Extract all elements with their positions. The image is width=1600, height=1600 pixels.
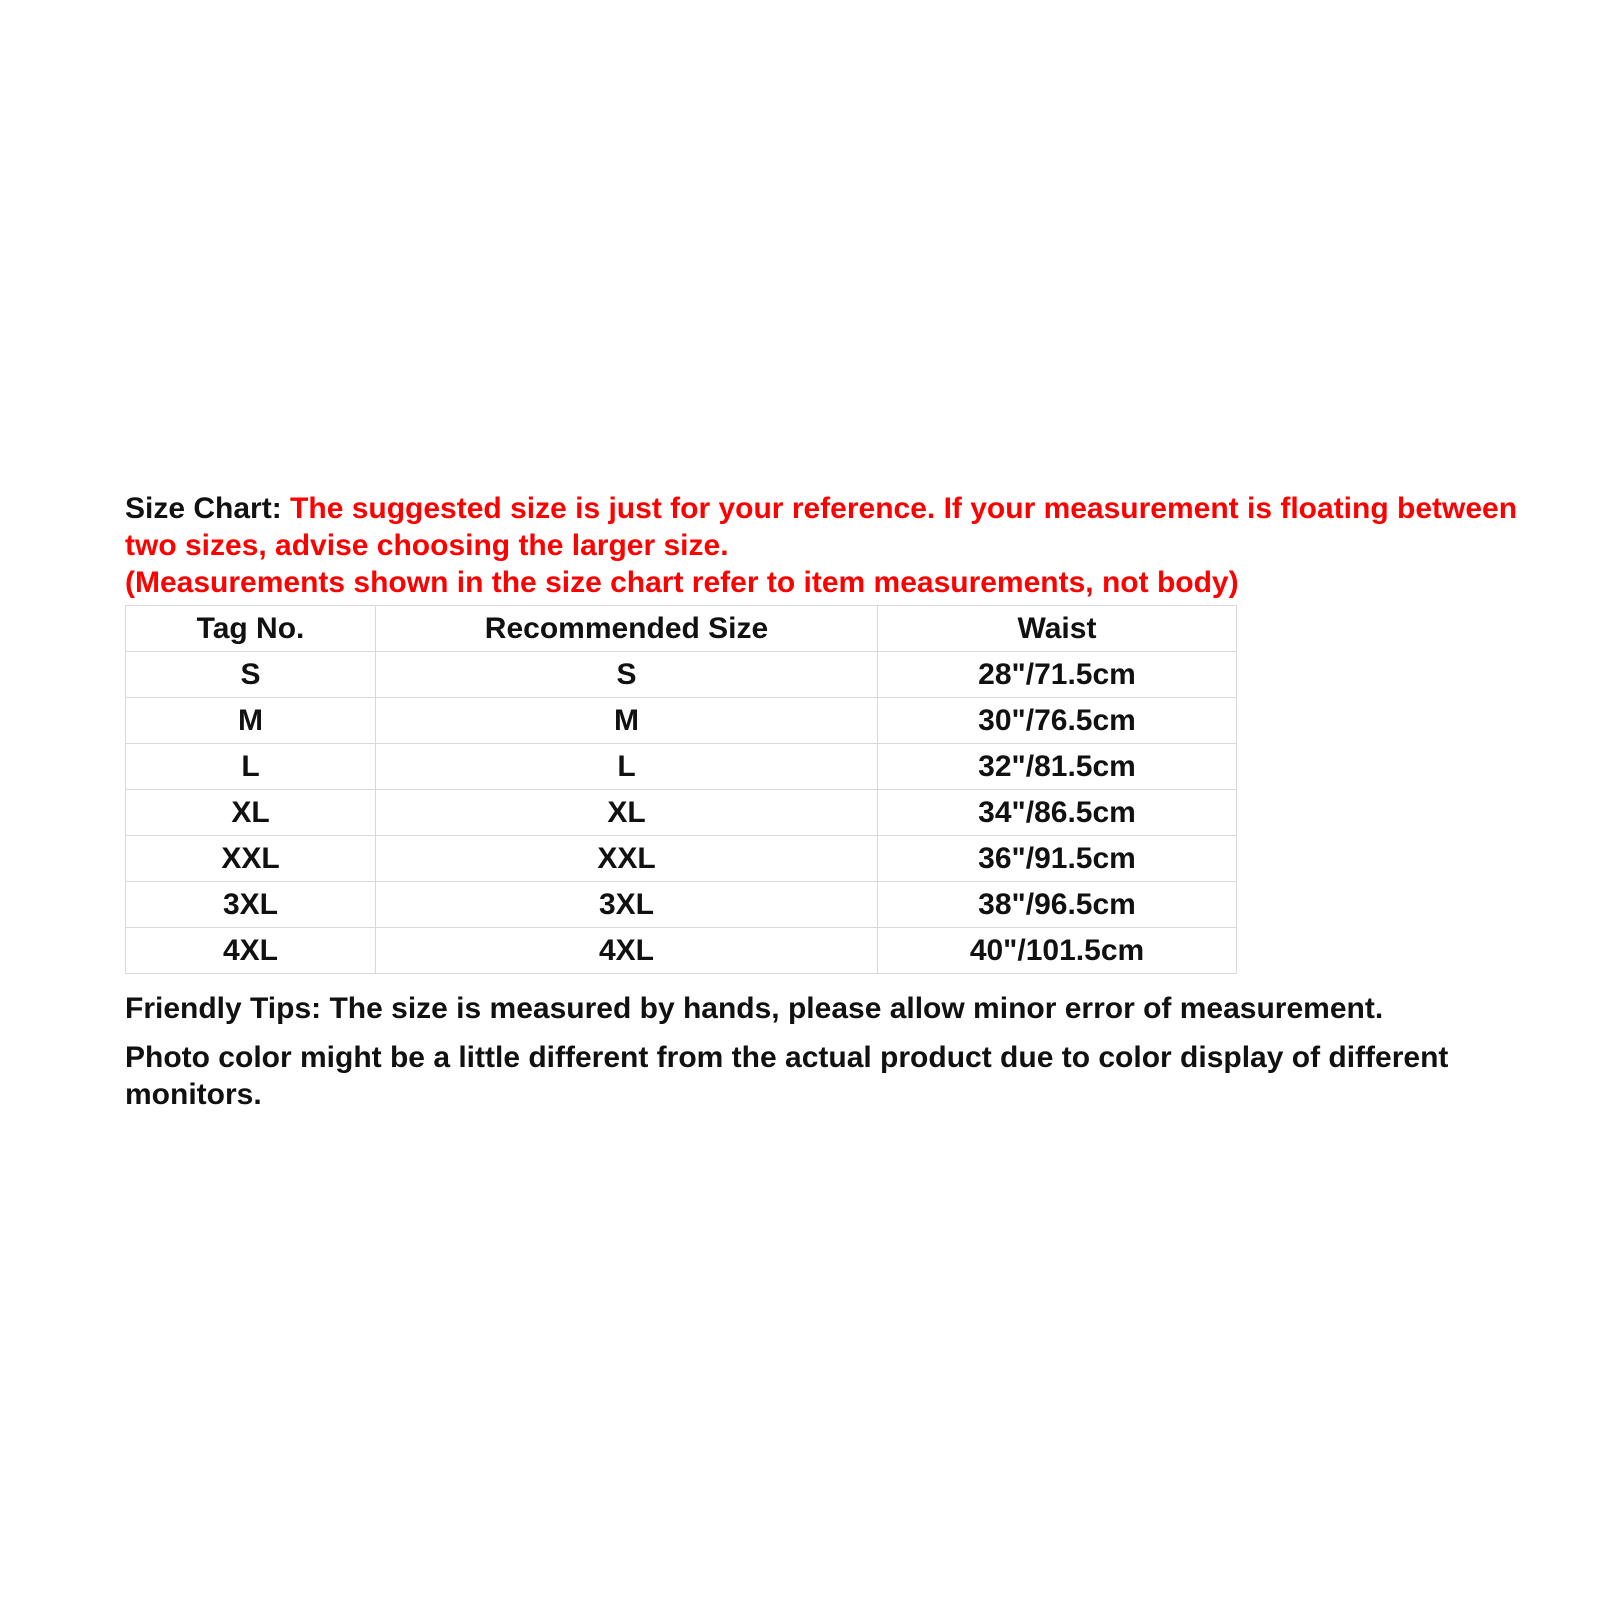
table-row	[126, 882, 1237, 928]
cell-waist: 34"/86.5cm	[878, 790, 1237, 836]
cell-recommended-size: XL	[376, 790, 878, 836]
friendly-tips	[125, 990, 1525, 1113]
tip-measurement: Friendly Tips: The size is measured by hands, please allow minor error of measurement.	[125, 992, 1384, 1025]
cell-recommended-size: S	[376, 652, 878, 698]
cell-waist: 40"/101.5cm	[878, 928, 1237, 974]
size-chart-reference-text: The suggested size is just for your reference. If your measurement is floating between two sizes, advise choosing the larger size.	[125, 492, 1518, 562]
table-row	[126, 652, 1237, 698]
size-chart-label: Size Chart:	[125, 492, 282, 525]
tip-photo-color: Photo color might be a little different from the actual product due to color display of different monitors.	[125, 1041, 1449, 1111]
cell-waist: 32"/81.5cm	[878, 744, 1237, 790]
table-row	[126, 836, 1237, 882]
cell-recommended-size: 4XL	[376, 928, 878, 974]
size-chart-section	[125, 490, 1525, 1125]
cell-recommended-size: XXL	[376, 836, 878, 882]
header-tag-no: Tag No.	[126, 606, 376, 652]
table-row	[126, 744, 1237, 790]
cell-tag-no: 4XL	[126, 928, 376, 974]
table-header-row	[126, 606, 1237, 652]
cell-waist: 28"/71.5cm	[878, 652, 1237, 698]
cell-tag-no: S	[126, 652, 376, 698]
cell-tag-no: M	[126, 698, 376, 744]
table-row	[126, 928, 1237, 974]
cell-waist: 30"/76.5cm	[878, 698, 1237, 744]
size-table	[125, 605, 1237, 974]
table-row	[126, 698, 1237, 744]
header-recommended-size: Recommended Size	[376, 606, 878, 652]
header-waist: Waist	[878, 606, 1237, 652]
size-chart-intro	[125, 490, 1525, 564]
measurement-note: (Measurements shown in the size chart refer to item measurements, not body)	[125, 566, 1239, 599]
cell-recommended-size: M	[376, 698, 878, 744]
table-row	[126, 790, 1237, 836]
cell-waist: 36"/91.5cm	[878, 836, 1237, 882]
cell-tag-no: L	[126, 744, 376, 790]
cell-recommended-size: 3XL	[376, 882, 878, 928]
cell-waist: 38"/96.5cm	[878, 882, 1237, 928]
cell-recommended-size: L	[376, 744, 878, 790]
cell-tag-no: XXL	[126, 836, 376, 882]
cell-tag-no: 3XL	[126, 882, 376, 928]
cell-tag-no: XL	[126, 790, 376, 836]
